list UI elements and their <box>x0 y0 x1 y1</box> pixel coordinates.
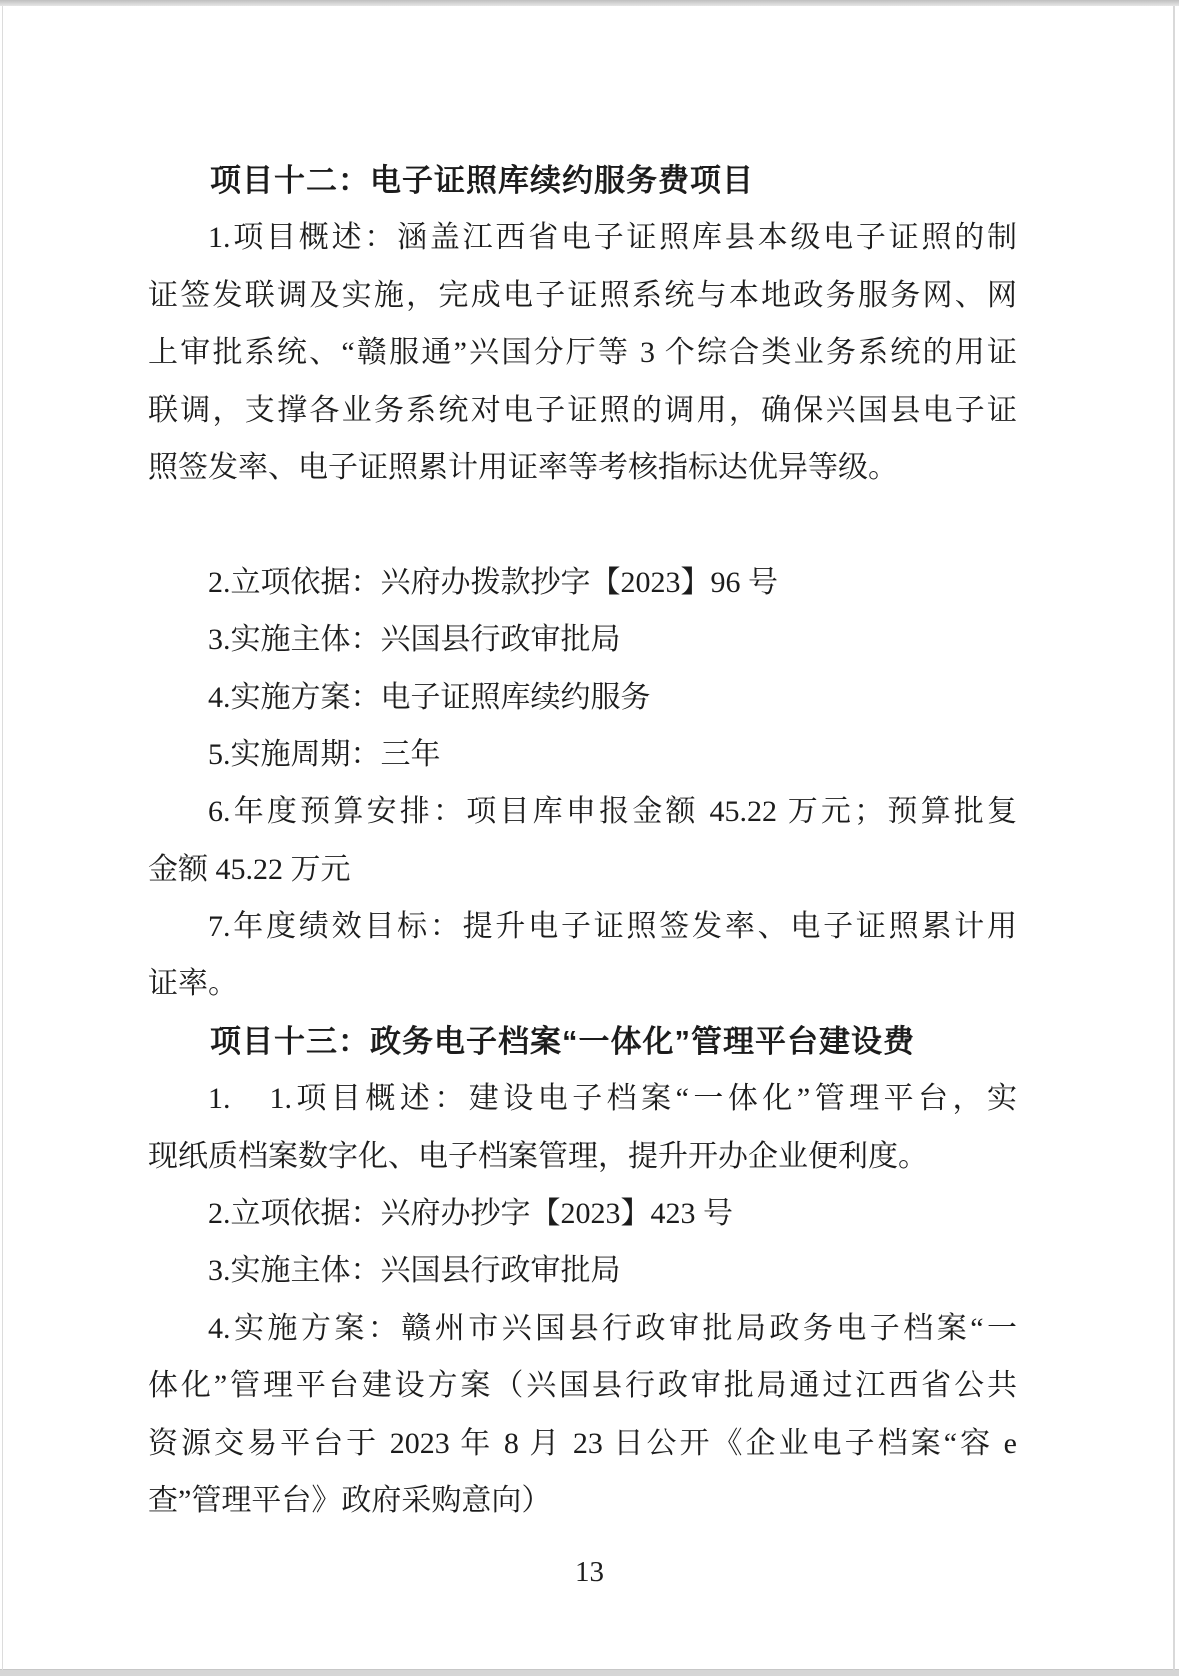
text-line: 照签发率、电子证照累计用证率等考核指标达优异等级。 <box>148 450 898 484</box>
text-line: 金额 45.22 万元 <box>148 852 351 886</box>
text-line: 证签发联调及实施，完成电子证照系统与本地政务服务网、网 <box>148 278 1017 312</box>
text-line: 证率。 <box>148 967 238 1001</box>
text-line: 3.实施主体：兴国县行政审批局 <box>208 1254 621 1288</box>
page-bottom-edge <box>0 1669 1179 1676</box>
section-title: 项目十二：电子证照库续约服务费项目 <box>210 163 754 198</box>
text-line: 4.实施方案：电子证照库续约服务 <box>208 680 651 714</box>
document-content <box>148 152 1017 1529</box>
text-line: 1. 1.项目概述：建设电子档案“一体化”管理平台，实 <box>208 1082 1017 1116</box>
text-line: 4.实施方案：赣州市兴国县行政审批局政务电子档案“一 <box>208 1311 1017 1345</box>
page-left-edge <box>2 6 3 1670</box>
text-line: 现纸质档案数字化、电子档案管理，提升开办企业便利度。 <box>148 1139 928 1173</box>
text-line: 7.年度绩效目标：提升电子证照签发率、电子证照累计用 <box>208 910 1017 944</box>
section-title: 项目十三：政务电子档案“一体化”管理平台建设费 <box>210 1023 915 1059</box>
text-line: 联调，支撑各业务系统对电子证照的调用，确保兴国县电子证 <box>148 393 1017 427</box>
text-line: 2.立项依据：兴府办拨款抄字【2023】96 号 <box>208 565 778 599</box>
text-line: 上审批系统、“赣服通”兴国分厅等 3 个综合类业务系统的用证 <box>148 336 1017 370</box>
text-line: 5.实施周期：三年 <box>208 737 441 771</box>
page-top-edge <box>0 0 1179 6</box>
text-line: 查”管理平台》政府采购意向） <box>148 1483 552 1517</box>
text-line: 1.项目概述：涵盖江西省电子证照库县本级电子证照的制 <box>208 221 1017 255</box>
page-number: 13 <box>575 1556 604 1588</box>
text-line: 3.实施主体：兴国县行政审批局 <box>208 623 621 657</box>
text-line: 2.立项依据：兴府办抄字【2023】423 号 <box>208 1197 733 1231</box>
text-line: 6.年度预算安排：项目库申报金额 45.22 万元；预算批复 <box>208 795 1017 829</box>
text-line: 资源交易平台于 2023 年 8 月 23 日公开《企业电子档案“容 e <box>148 1426 1017 1460</box>
page-right-edge <box>1173 6 1175 1670</box>
text-line: 体化”管理平台建设方案（兴国县行政审批局通过江西省公共 <box>148 1369 1017 1403</box>
blank-line <box>148 496 1017 553</box>
